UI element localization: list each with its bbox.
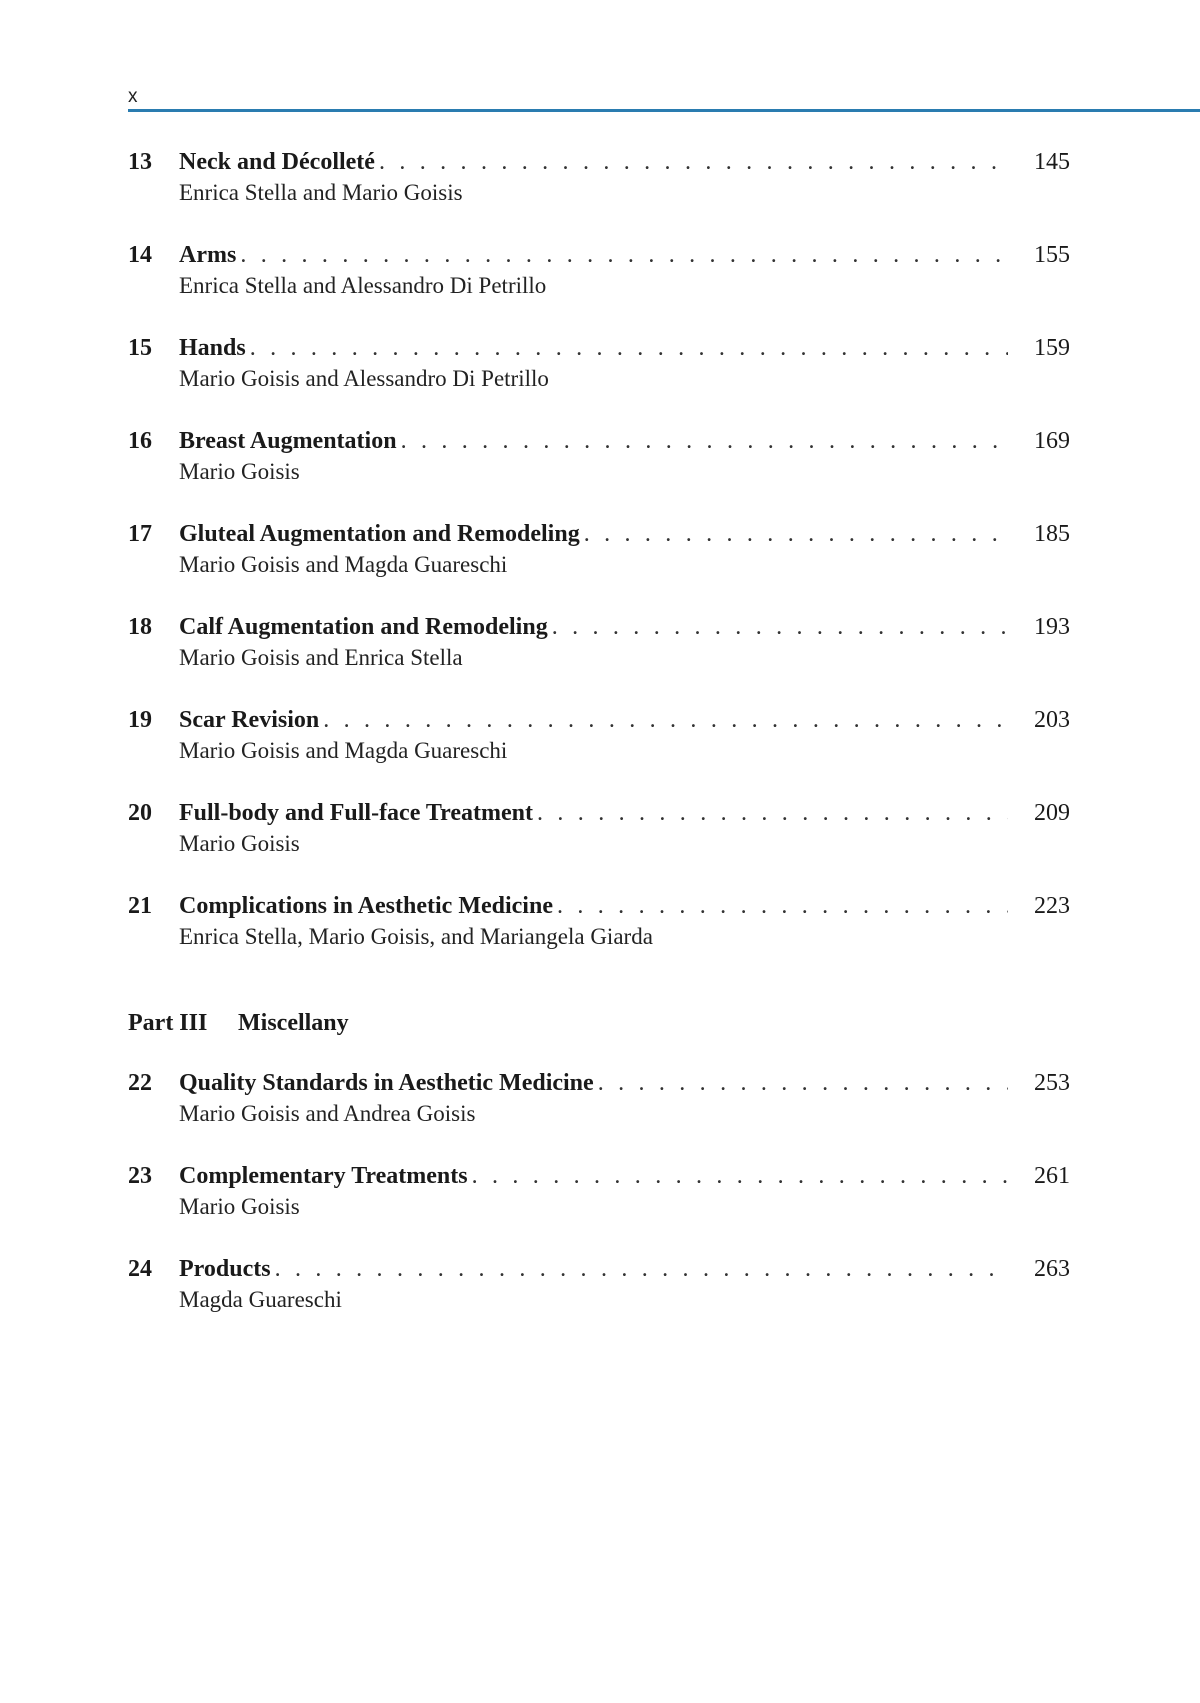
page-number: 155 bbox=[1034, 242, 1070, 268]
page-number: 261 bbox=[1034, 1163, 1070, 1189]
chapter-number: 20 bbox=[128, 800, 152, 826]
page-number: 159 bbox=[1034, 335, 1070, 361]
chapter-title: Products bbox=[179, 1256, 271, 1282]
toc-entry-row bbox=[128, 425, 1070, 457]
toc-entry[interactable] bbox=[128, 425, 1070, 518]
chapter-authors: Enrica Stella and Alessandro Di Petrillo bbox=[179, 273, 547, 298]
toc-entry[interactable] bbox=[128, 1253, 1070, 1346]
toc-entry-row bbox=[128, 1160, 1070, 1192]
page-number: 223 bbox=[1034, 893, 1070, 919]
toc-entry-row bbox=[128, 146, 1070, 178]
page-number: 169 bbox=[1034, 428, 1070, 454]
chapter-number: 16 bbox=[128, 428, 152, 454]
page-number: 253 bbox=[1034, 1070, 1070, 1096]
chapter-number: 15 bbox=[128, 335, 152, 361]
toc-entry-row bbox=[128, 611, 1070, 643]
table-of-contents bbox=[128, 146, 1070, 1346]
toc-entry-row bbox=[128, 1067, 1070, 1099]
toc-entry[interactable] bbox=[128, 518, 1070, 611]
chapter-authors: Mario Goisis bbox=[179, 459, 300, 484]
header-rule bbox=[128, 109, 1200, 112]
part-heading bbox=[128, 1007, 1070, 1067]
chapter-title: Neck and Décolleté bbox=[179, 149, 375, 175]
chapter-title: Calf Augmentation and Remodeling bbox=[179, 614, 548, 640]
page-number: 193 bbox=[1034, 614, 1070, 640]
dot-leader bbox=[275, 1253, 1008, 1285]
page-number: 145 bbox=[1034, 149, 1070, 175]
toc-entry-row bbox=[128, 332, 1070, 364]
chapter-number: 13 bbox=[128, 149, 152, 175]
toc-entry[interactable] bbox=[128, 890, 1070, 983]
dot-leader bbox=[323, 704, 1008, 736]
chapter-authors: Mario Goisis and Alessandro Di Petrillo bbox=[179, 366, 549, 391]
page-folio: x bbox=[128, 86, 138, 107]
toc-entry-row bbox=[128, 1253, 1070, 1285]
part-label: Part III bbox=[128, 1010, 208, 1036]
chapter-authors: Mario Goisis and Andrea Goisis bbox=[179, 1101, 476, 1126]
chapter-authors: Mario Goisis and Enrica Stella bbox=[179, 645, 463, 670]
chapter-number: 24 bbox=[128, 1256, 152, 1282]
chapter-title: Arms bbox=[179, 242, 237, 268]
chapter-title: Quality Standards in Aesthetic Medicine bbox=[179, 1070, 594, 1096]
dot-leader bbox=[552, 611, 1008, 643]
chapter-number: 18 bbox=[128, 614, 152, 640]
chapter-authors: Mario Goisis and Magda Guareschi bbox=[179, 552, 508, 577]
dot-leader bbox=[557, 890, 1008, 922]
dot-leader bbox=[537, 797, 1008, 829]
dot-leader bbox=[240, 239, 1008, 271]
page-number: 263 bbox=[1034, 1256, 1070, 1282]
chapter-number: 23 bbox=[128, 1163, 152, 1189]
toc-entry[interactable] bbox=[128, 797, 1070, 890]
toc-entry-row bbox=[128, 704, 1070, 736]
toc-entry[interactable] bbox=[128, 146, 1070, 239]
chapter-number: 19 bbox=[128, 707, 152, 733]
toc-entry-row bbox=[128, 518, 1070, 550]
dot-leader bbox=[584, 518, 1008, 550]
toc-entry[interactable] bbox=[128, 704, 1070, 797]
chapter-title: Full-body and Full-face Treatment bbox=[179, 800, 533, 826]
dot-leader bbox=[401, 425, 1008, 457]
dot-leader bbox=[472, 1160, 1008, 1192]
chapter-number: 21 bbox=[128, 893, 152, 919]
chapter-number: 22 bbox=[128, 1070, 152, 1096]
chapter-title: Gluteal Augmentation and Remodeling bbox=[179, 521, 580, 547]
chapter-title: Scar Revision bbox=[179, 707, 320, 733]
chapter-authors: Mario Goisis bbox=[179, 831, 300, 856]
toc-entry-row bbox=[128, 797, 1070, 829]
chapter-authors: Mario Goisis and Magda Guareschi bbox=[179, 738, 508, 763]
page-header bbox=[128, 85, 1200, 113]
chapter-title: Hands bbox=[179, 335, 246, 361]
page-number: 185 bbox=[1034, 521, 1070, 547]
toc-entry[interactable] bbox=[128, 1160, 1070, 1253]
toc-entries-group bbox=[128, 1067, 1070, 1346]
toc-entry-row bbox=[128, 239, 1070, 271]
toc-entry-row bbox=[128, 890, 1070, 922]
part-title: Miscellany bbox=[238, 1010, 349, 1036]
page-number: 203 bbox=[1034, 707, 1070, 733]
chapter-title: Breast Augmentation bbox=[179, 428, 397, 454]
chapter-number: 14 bbox=[128, 242, 152, 268]
chapter-authors: Mario Goisis bbox=[179, 1194, 300, 1219]
toc-entry[interactable] bbox=[128, 239, 1070, 332]
page-number: 209 bbox=[1034, 800, 1070, 826]
chapter-authors: Enrica Stella, Mario Goisis, and Mariangela Giarda bbox=[179, 924, 653, 949]
toc-entry[interactable] bbox=[128, 332, 1070, 425]
chapter-number: 17 bbox=[128, 521, 152, 547]
dot-leader bbox=[379, 146, 1008, 178]
chapter-authors: Magda Guareschi bbox=[179, 1287, 342, 1312]
chapter-title: Complementary Treatments bbox=[179, 1163, 468, 1189]
dot-leader bbox=[250, 332, 1008, 364]
chapter-title: Complications in Aesthetic Medicine bbox=[179, 893, 553, 919]
toc-entry[interactable] bbox=[128, 611, 1070, 704]
dot-leader bbox=[598, 1067, 1008, 1099]
toc-entry[interactable] bbox=[128, 1067, 1070, 1160]
chapter-authors: Enrica Stella and Mario Goisis bbox=[179, 180, 463, 205]
toc-entries-group bbox=[128, 146, 1070, 983]
